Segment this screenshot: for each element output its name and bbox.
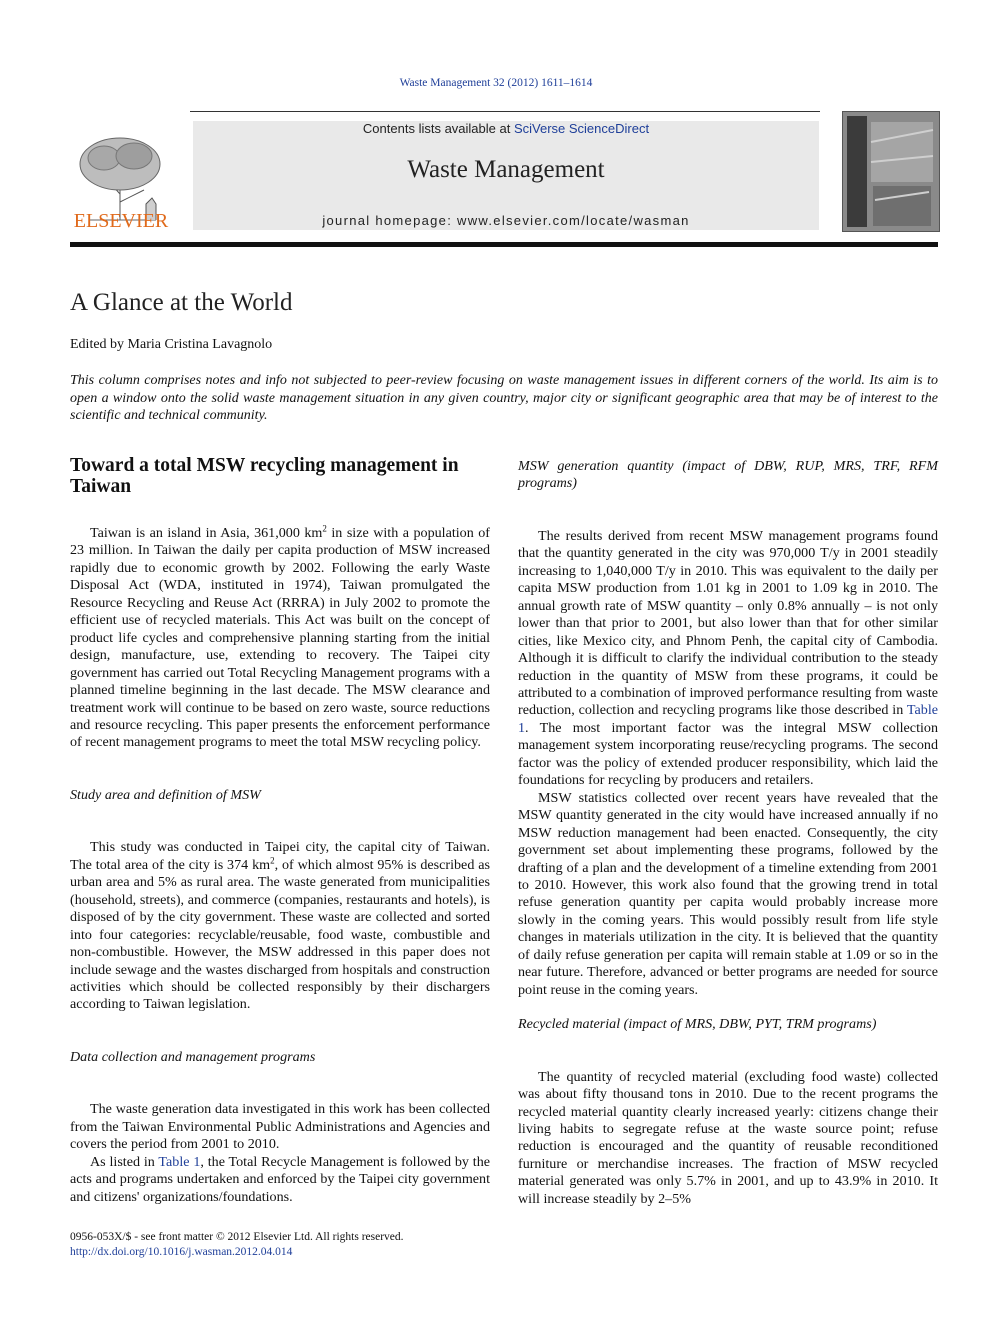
cover-art: [843, 112, 939, 231]
article-title: Toward a total MSW recycling management in Taiwan: [70, 455, 459, 497]
journal-cover-image: [842, 111, 940, 232]
paragraph-intro: Taiwan is an island in Asia, 361,000 $km^2$ in size with a population of 23 million. In Taiwan the daily per capita production of MSW increased rapidly due to economic growth by 2002. Following the early Waste Disposal Act (WDA, instituted in 1974), Taiwan promulgated the Resource Recycling and Reuse Act (RRRA) in July 2002 to promote the efficient use of recycled materials. This Act was built on the concept of product life cycles and comprehensive planning starting from the initial design, manufacture, use, extending to recovery. The Taipei city government has carried out Total Recycling Management programs with a planned timeline beginning in the last decade. The MSW clearance and treatment work will continue to be based on zero waste, source reductions and resource recycling. This paper presents the enforcement performance of recent management programs to meet the total MSW recycling policy.: [70, 523, 490, 751]
paragraph-statistics: MSW statistics collected over recent years have revealed that the MSW quantity generated in the city would have increased annually if no MSW reduction management had been enacted. Consequently, the city government set about implementing these programs, followed by the drafting of a plan and the development of a timeline extending from 2001 to 2010. However, this work also found that the growing trend in total refuse generation quantity per capita would probably increase more slowly in the coming years. This would possibly result from life style changes in materials utilization in the city. It is believed that the quantity of daily refuse generation per capita will remain stable at 1.09 or so in the near future. Therefore, advanced or better programs are needed for source point reuse in the coming years.: [518, 789, 938, 998]
subhead-recycled-material: Recycled material (impact of MRS, DBW, PYT, TRM programs): [518, 1016, 877, 1033]
doi-link[interactable]: http://dx.doi.org/10.1016/j.wasman.2012.04.014: [70, 1245, 293, 1258]
subhead-generation-quantity: MSW generation quantity (impact of DBW, RUP, MRS, TRF, RFM programs): [518, 458, 938, 492]
page-footer: [70, 1230, 404, 1259]
left-column: [70, 455, 490, 1206]
header-thick-rule: [70, 242, 938, 247]
table-1-link[interactable]: Table 1: [158, 1153, 201, 1170]
section-title: A Glance at the World: [70, 289, 293, 316]
journal-homepage: journal homepage: www.elsevier.com/locate/wasman: [322, 213, 690, 228]
section-intro: This column comprises notes and info not subjected to peer-review focusing on waste management issues in different corners of the world. Its aim is to open a window onto the solid waste management situation in any given country, major city or significant geographic area that may be of interest to the scientific and technical community.: [70, 373, 938, 423]
journal-citation[interactable]: Waste Management 32 (2012) 1611–1614: [399, 77, 593, 89]
contents-prefix: Contents lists available at: [362, 121, 514, 136]
header-rule: [190, 111, 820, 112]
copyright-notice: 0956-053X/$ - see front matter © 2012 Elsevier Ltd. All rights reserved.: [70, 1231, 404, 1243]
paragraph-study-area: This study was conducted in Taipei city, the capital city of Taiwan. The total area of the city is 374 $km^2$, of which almost 95% is described as urban area and 5% as rural area. The waste generated from municipalities (household, streets), and commerce (companies, restaurants and hotels), is disposed of by the city government. These waste are collected and sorted into four categories: recyclable/reusable, food waste, combustible and non-combustible. However, the MSW addressed in this paper does not include sewage and the wastes discharged from hospitals and construction activities which should be collected responsibly by their dischargers according to Taiwan legislation.: [70, 839, 490, 1013]
paragraph-generation-results: The results derived from recent MSW management programs found that the quantity generated in the city was 970,000 T/y in 2001 steadily increasing to 1,040,000 T/y in 2010. This was equivalent to the daily per capita MSW production from 1.01 kg in 2001 to 1.09 kg in 2010. The annual growth rate of MSW quantity – only 0.8% annually – is not only lower than that prior to 2001, but also lower than that for other similar cities, like Mexico city, and Phnom Penh, the capital city of Cambodia. Although it is difficult to clarify the individual contribution to the steady reduction in the quantity of MSW from these programs, it could be attributed to a combination of improved performance resulting from waste reduction, collection and recycling programs like those described in Table 1. The most important factor was the integral MSW collection management system incorporating reuse/recycling programs. The second factor was the policy of extended producer responsibility, which laid the foundations for recycling by producers and retailers.: [518, 527, 938, 789]
subhead-study-area: Study area and definition of MSW: [70, 786, 261, 803]
sciencedirect-link[interactable]: SciVerse ScienceDirect: [513, 121, 650, 136]
subhead-data-collection: Data collection and management programs: [70, 1048, 316, 1065]
table-1-link[interactable]: Table 1: [518, 702, 938, 736]
journal-title: Waste Management: [407, 156, 605, 183]
right-column: [518, 458, 938, 1208]
paragraph-programs: As listed in Table 1, the Total Recycle Management is followed by the acts and programs undertaken and enforced by the Taipei city government and citizens' organizations/foundations.: [70, 1153, 491, 1205]
section-editor: Edited by Maria Cristina Lavagnolo: [70, 337, 273, 352]
contents-line: [193, 121, 819, 136]
journal-banner: [193, 121, 819, 230]
paragraph-data-collection: The waste generation data investigated in this work has been collected from the Taiwan Environmental Public Administrations and Agencies and covers the period from 2001 to 2010.: [70, 1101, 490, 1153]
paragraph-recycled-material: The quantity of recycled material (excluding food waste) collected was about fifty thousand tons in 2010. Due to the recent programs the recycled material quantity clearly increased yearly: citizens change their living habits to segregate refuse at the waste source point; refuse reduction is encouraged and the quantity of reusable reconditioned furniture or merchandise increases. The fraction of MSW recycled material generated was only 5.7% in 2001, and up to 43.9% in 2010. It will increase steadily by 2–5%: [518, 1068, 938, 1207]
elsevier-wordmark: ELSEVIER: [73, 210, 169, 232]
